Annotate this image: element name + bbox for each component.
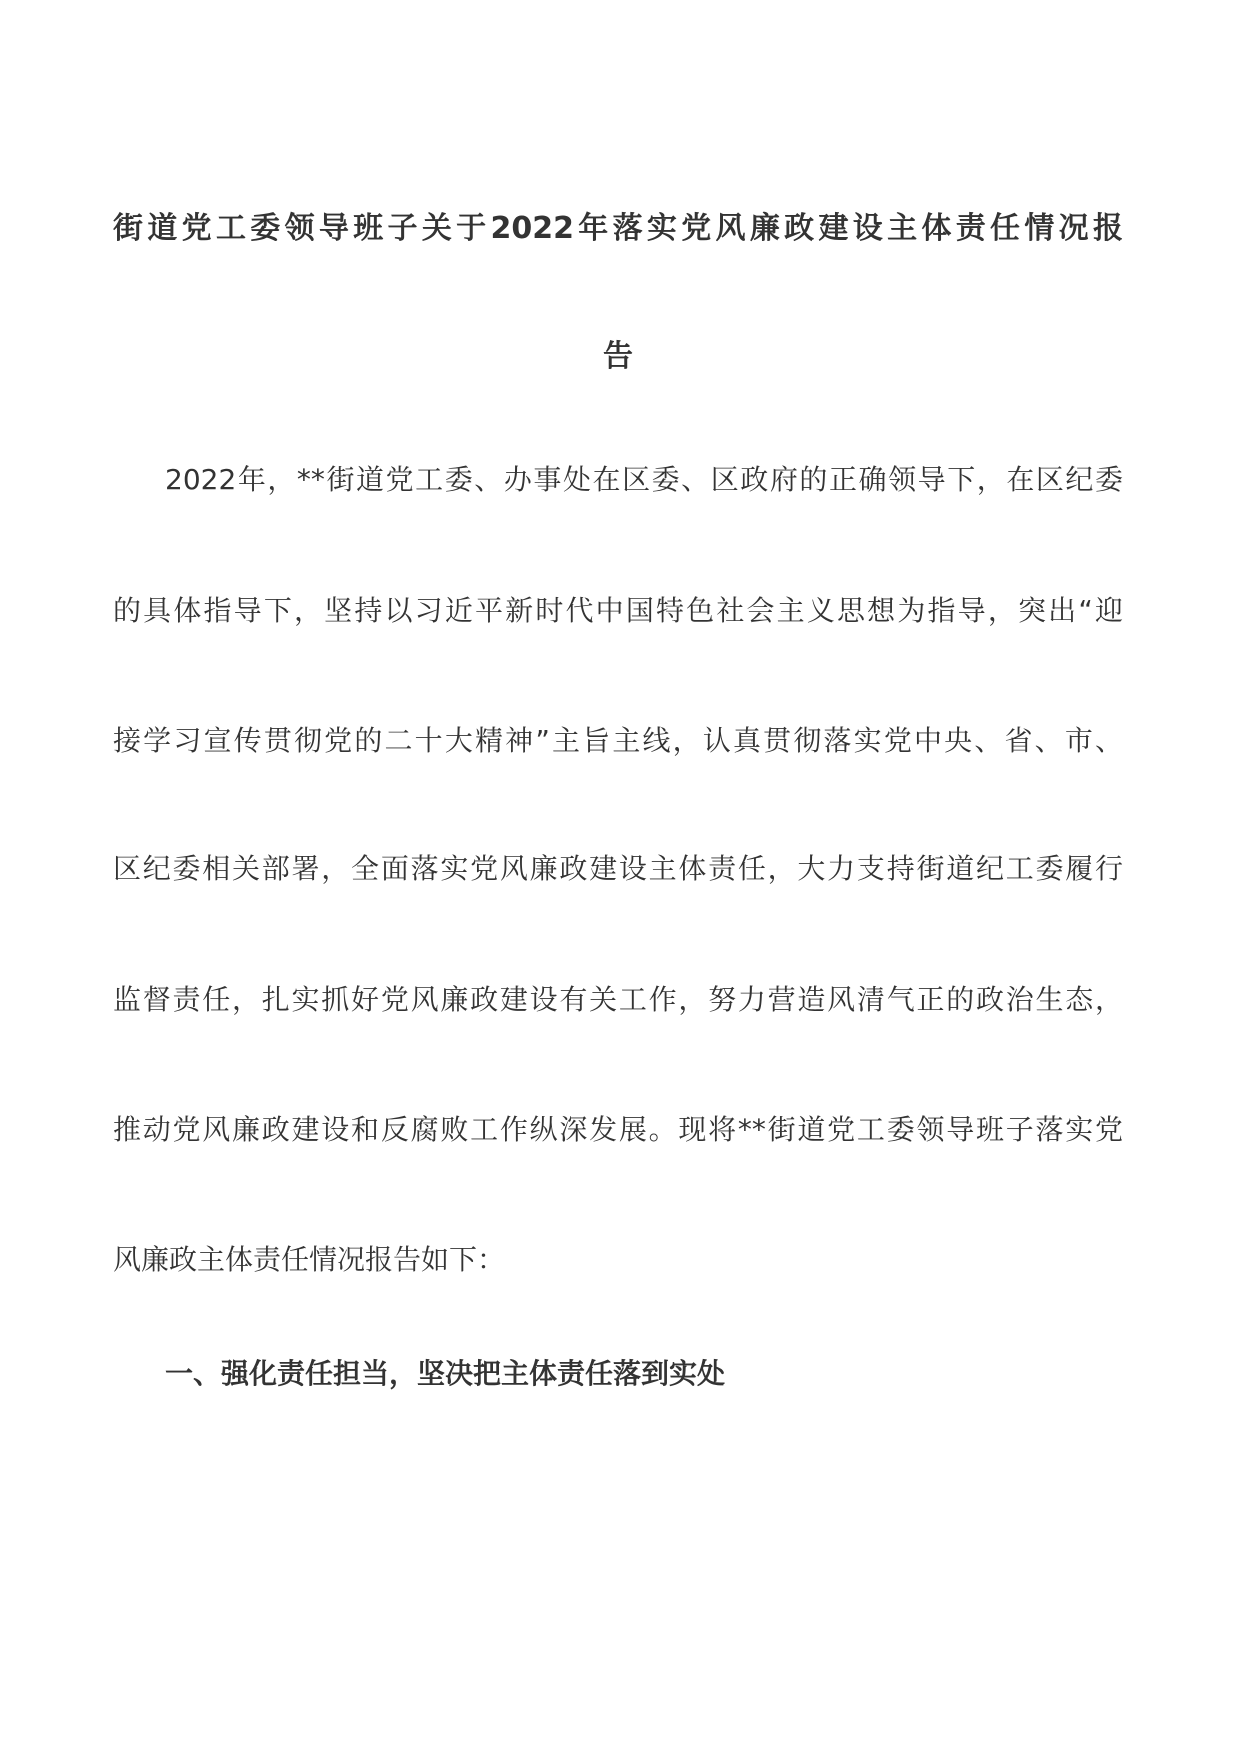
paragraph-line: 2022年，**街道党工委、办事处在区委、区政府的正确领导下，在区纪委 <box>165 463 1123 496</box>
document-title-line-1: 街道党工委领导班子关于2022年落实党风廉政建设主体责任情况报 <box>113 211 1123 246</box>
paragraph-line: 监督责任，扎实抓好党风廉政建设有关工作，努力营造风清气正的政治生态， <box>113 983 1123 1016</box>
paragraph-line: 区纪委相关部署，全面落实党风廉政建设主体责任，大力支持街道纪工委履行 <box>113 852 1123 885</box>
paragraph-line: 推动党风廉政建设和反腐败工作纵深发展。现将**街道党工委领导班子落实党 <box>113 1113 1123 1146</box>
paragraph-line: 接学习宣传贯彻党的二十大精神”主旨主线，认真贯彻落实党中央、省、市、 <box>113 724 1123 757</box>
section-heading: 一、强化责任担当，坚决把主体责任落到实处 <box>165 1357 726 1390</box>
paragraph-line: 的具体指导下，坚持以习近平新时代中国特色社会主义思想为指导，突出“迎 <box>113 594 1123 627</box>
paragraph-line: 风廉政主体责任情况报告如下： <box>113 1243 506 1276</box>
document-title-line-2: 告 <box>603 339 633 374</box>
